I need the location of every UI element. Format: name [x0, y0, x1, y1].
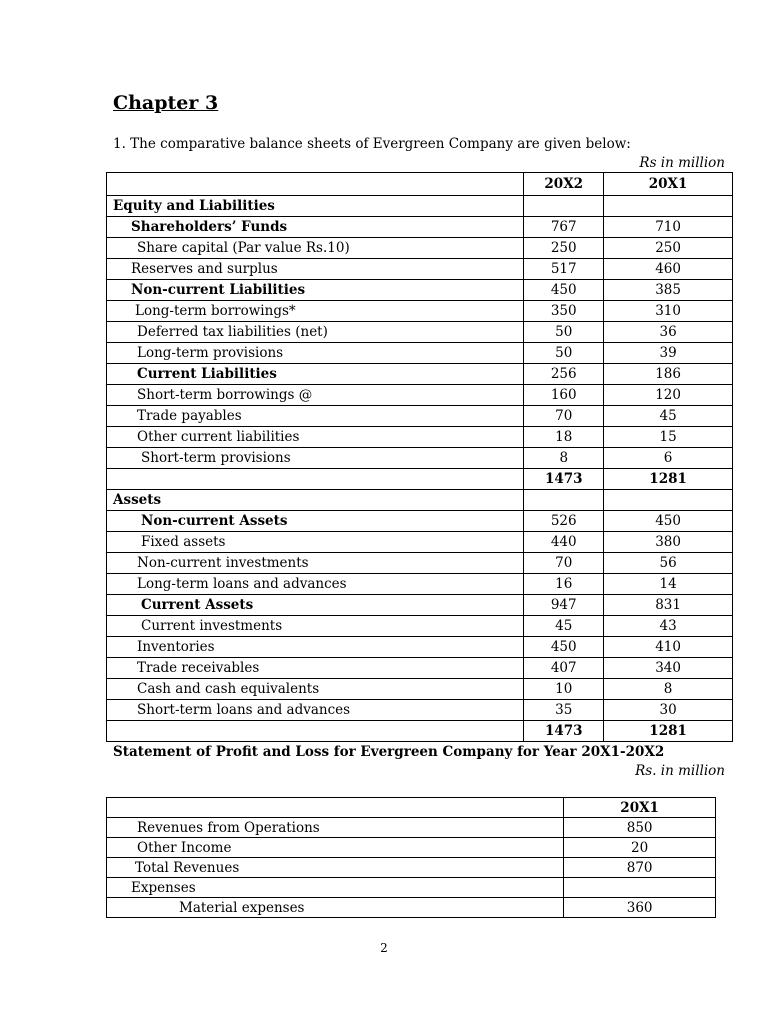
table-row — [107, 898, 716, 918]
table-row — [107, 553, 733, 574]
profit-loss-table — [106, 797, 716, 918]
row-label: Short-term provisions — [107, 448, 524, 469]
row-label: Cash and cash equivalents — [107, 679, 524, 700]
value-20x2: 160 — [524, 385, 604, 406]
value-20x1: 385 — [604, 280, 733, 301]
value-20x1: 710 — [604, 217, 733, 238]
row-label: Trade payables — [107, 406, 524, 427]
pl-statement-unit: Rs. in million — [635, 763, 725, 779]
table-row — [107, 574, 733, 595]
value-20x2: 450 — [524, 637, 604, 658]
value-20x2: 70 — [524, 406, 604, 427]
value-20x1: 1281 — [604, 469, 733, 490]
value-20x1: 340 — [604, 658, 733, 679]
value-20x2: 50 — [524, 322, 604, 343]
row-label: Long-term loans and advances — [107, 574, 524, 595]
row-label: Reserves and surplus — [107, 259, 524, 280]
table-row — [107, 679, 733, 700]
value-20x1: 850 — [564, 818, 716, 838]
value-20x1 — [604, 196, 733, 217]
table-row — [107, 616, 733, 637]
row-label: Deferred tax liabilities (net) — [107, 322, 524, 343]
value-20x2 — [524, 196, 604, 217]
value-20x2: 440 — [524, 532, 604, 553]
value-20x2 — [524, 490, 604, 511]
table-row — [107, 259, 733, 280]
row-label: Expenses — [107, 878, 564, 898]
row-label: Current Assets — [107, 595, 524, 616]
row-label: Current investments — [107, 616, 524, 637]
row-label: Long-term provisions — [107, 343, 524, 364]
table-row — [107, 490, 733, 511]
value-20x1: 20 — [564, 838, 716, 858]
value-20x2: 407 — [524, 658, 604, 679]
intro-text: 1. The comparative balance sheets of Evergreen Company are given below: — [113, 136, 631, 152]
row-label: Equity and Liabilities — [107, 196, 524, 217]
table-row — [107, 818, 716, 838]
value-20x1: 450 — [604, 511, 733, 532]
value-20x1 — [564, 878, 716, 898]
value-20x1: 6 — [604, 448, 733, 469]
value-20x2: 526 — [524, 511, 604, 532]
row-label: Other current liabilities — [107, 427, 524, 448]
value-20x1: 15 — [604, 427, 733, 448]
value-20x2: 70 — [524, 553, 604, 574]
table-row — [107, 238, 733, 259]
value-20x2: 250 — [524, 238, 604, 259]
value-20x2: 517 — [524, 259, 604, 280]
row-label: Inventories — [107, 637, 524, 658]
value-20x2: 35 — [524, 700, 604, 721]
table-row — [107, 427, 733, 448]
balance-sheet-header-row — [107, 173, 733, 196]
table-row — [107, 217, 733, 238]
value-20x1: 36 — [604, 322, 733, 343]
value-20x2: 18 — [524, 427, 604, 448]
total-row — [107, 469, 733, 490]
header-label-cell — [107, 173, 524, 196]
value-20x1: 1281 — [604, 721, 733, 742]
table-row — [107, 301, 733, 322]
value-20x2: 256 — [524, 364, 604, 385]
value-20x1: 310 — [604, 301, 733, 322]
value-20x1: 30 — [604, 700, 733, 721]
row-label: Assets — [107, 490, 524, 511]
table-row — [107, 878, 716, 898]
value-20x2: 947 — [524, 595, 604, 616]
header-label-cell — [107, 798, 564, 818]
value-20x2: 767 — [524, 217, 604, 238]
row-label: Total Revenues — [107, 858, 564, 878]
table-row — [107, 532, 733, 553]
table-row — [107, 343, 733, 364]
row-label: Short-term borrowings @ — [107, 385, 524, 406]
profit-loss-header-row — [107, 798, 716, 818]
row-label — [107, 721, 524, 742]
table-row — [107, 637, 733, 658]
value-20x1: 56 — [604, 553, 733, 574]
table-row — [107, 406, 733, 427]
table-row — [107, 196, 733, 217]
value-20x2: 45 — [524, 616, 604, 637]
table-row — [107, 858, 716, 878]
value-20x2: 1473 — [524, 469, 604, 490]
row-label: Revenues from Operations — [107, 818, 564, 838]
value-20x1: 380 — [604, 532, 733, 553]
column-header-20x1: 20X1 — [564, 798, 716, 818]
value-20x1: 39 — [604, 343, 733, 364]
value-20x2: 8 — [524, 448, 604, 469]
value-20x1: 8 — [604, 679, 733, 700]
value-20x1: 186 — [604, 364, 733, 385]
row-label: Share capital (Par value Rs.10) — [107, 238, 524, 259]
row-label: Trade receivables — [107, 658, 524, 679]
row-label: Non-current Assets — [107, 511, 524, 532]
value-20x1: 460 — [604, 259, 733, 280]
pl-statement-title: Statement of Profit and Loss for Evergreen Company for Year 20X1-20X2 — [113, 744, 665, 760]
value-20x1: 831 — [604, 595, 733, 616]
value-20x1: 410 — [604, 637, 733, 658]
column-header-20x2: 20X2 — [524, 173, 604, 196]
value-20x2: 1473 — [524, 721, 604, 742]
table-row — [107, 280, 733, 301]
table-row — [107, 838, 716, 858]
table-row — [107, 511, 733, 532]
value-20x2: 50 — [524, 343, 604, 364]
row-label: Shareholders’ Funds — [107, 217, 524, 238]
value-20x1: 120 — [604, 385, 733, 406]
value-20x2: 450 — [524, 280, 604, 301]
row-label: Other Income — [107, 838, 564, 858]
value-20x2: 350 — [524, 301, 604, 322]
table-row — [107, 385, 733, 406]
total-row — [107, 721, 733, 742]
table-row — [107, 595, 733, 616]
value-20x2: 16 — [524, 574, 604, 595]
row-label: Current Liabilities — [107, 364, 524, 385]
page-number: 2 — [380, 941, 388, 955]
balance-sheet-table — [106, 172, 733, 742]
table-row — [107, 448, 733, 469]
row-label: Short-term loans and advances — [107, 700, 524, 721]
value-20x1: 14 — [604, 574, 733, 595]
column-header-20x1: 20X1 — [604, 173, 733, 196]
row-label — [107, 469, 524, 490]
value-20x2: 10 — [524, 679, 604, 700]
table-row — [107, 322, 733, 343]
value-20x1 — [604, 490, 733, 511]
row-label: Long-term borrowings* — [107, 301, 524, 322]
value-20x1: 870 — [564, 858, 716, 878]
value-20x1: 43 — [604, 616, 733, 637]
row-label: Non-current investments — [107, 553, 524, 574]
row-label: Material expenses — [107, 898, 564, 918]
row-label: Non-current Liabilities — [107, 280, 524, 301]
table-row — [107, 364, 733, 385]
value-20x1: 250 — [604, 238, 733, 259]
balance-sheet-unit: Rs in million — [639, 155, 725, 171]
chapter-heading: Chapter 3 — [113, 92, 219, 114]
table-row — [107, 658, 733, 679]
value-20x1: 360 — [564, 898, 716, 918]
value-20x1: 45 — [604, 406, 733, 427]
row-label: Fixed assets — [107, 532, 524, 553]
table-row — [107, 700, 733, 721]
